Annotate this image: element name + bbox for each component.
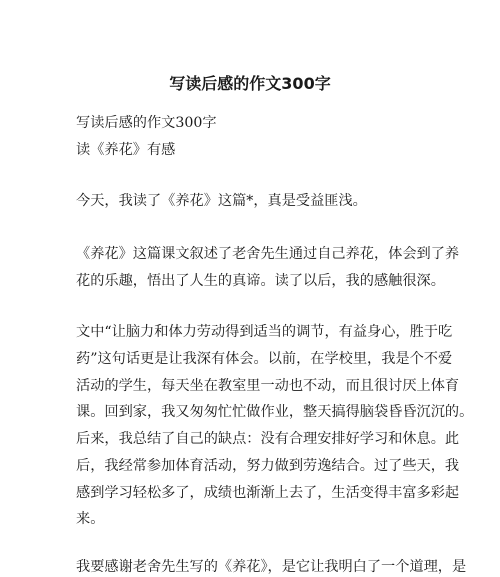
paragraph-line: 课。回到家，我又匆匆忙忙做作业，整天搞得脑袋昏昏沉沉的。 [76,404,474,420]
paragraph-line: 药”这句话更是让我深有体会。以前，在学校里，我是个不爱 [76,351,453,367]
paragraph-line: 活动的学生，每天坐在教室里一动也不动，而且很讨厌上体育 [76,378,460,394]
paragraph-line: 我要感谢老舍先生写的《养花》，是它让我明白了一个道理，是 [76,559,467,575]
paragraph-line: 花的乐趣，悟出了人生的真谛。读了以后，我的感触很深。 [76,273,445,289]
paragraph-line: 感到学习轻松多了，成绩也渐渐上去了，生活变得丰富多彩起 [76,485,460,501]
paragraph-line: 后，我经常参加体育活动，努力做到劳逸结合。过了些天，我 [76,458,460,474]
subtitle-line: 写读后感的作文300字 [76,115,217,131]
paragraph-line: 后来，我总结了自己的缺点：没有合理安排好学习和休息。此 [76,431,460,447]
essay-title: 读《养花》有感 [76,142,176,158]
document-title: 写读后感的作文300字 [169,74,331,93]
paragraph-line: 文中“让脑力和体力劳动得到适当的调节，有益身心，胜于吃 [76,324,453,340]
paragraph-line: 来。 [76,511,105,527]
paragraph-line: 今天，我读了《养花》这篇*，真是受益匪浅。 [76,193,367,209]
paragraph-line: 《养花》这篇课文叙述了老舍先生通过自己养花，体会到了养 [76,246,460,262]
